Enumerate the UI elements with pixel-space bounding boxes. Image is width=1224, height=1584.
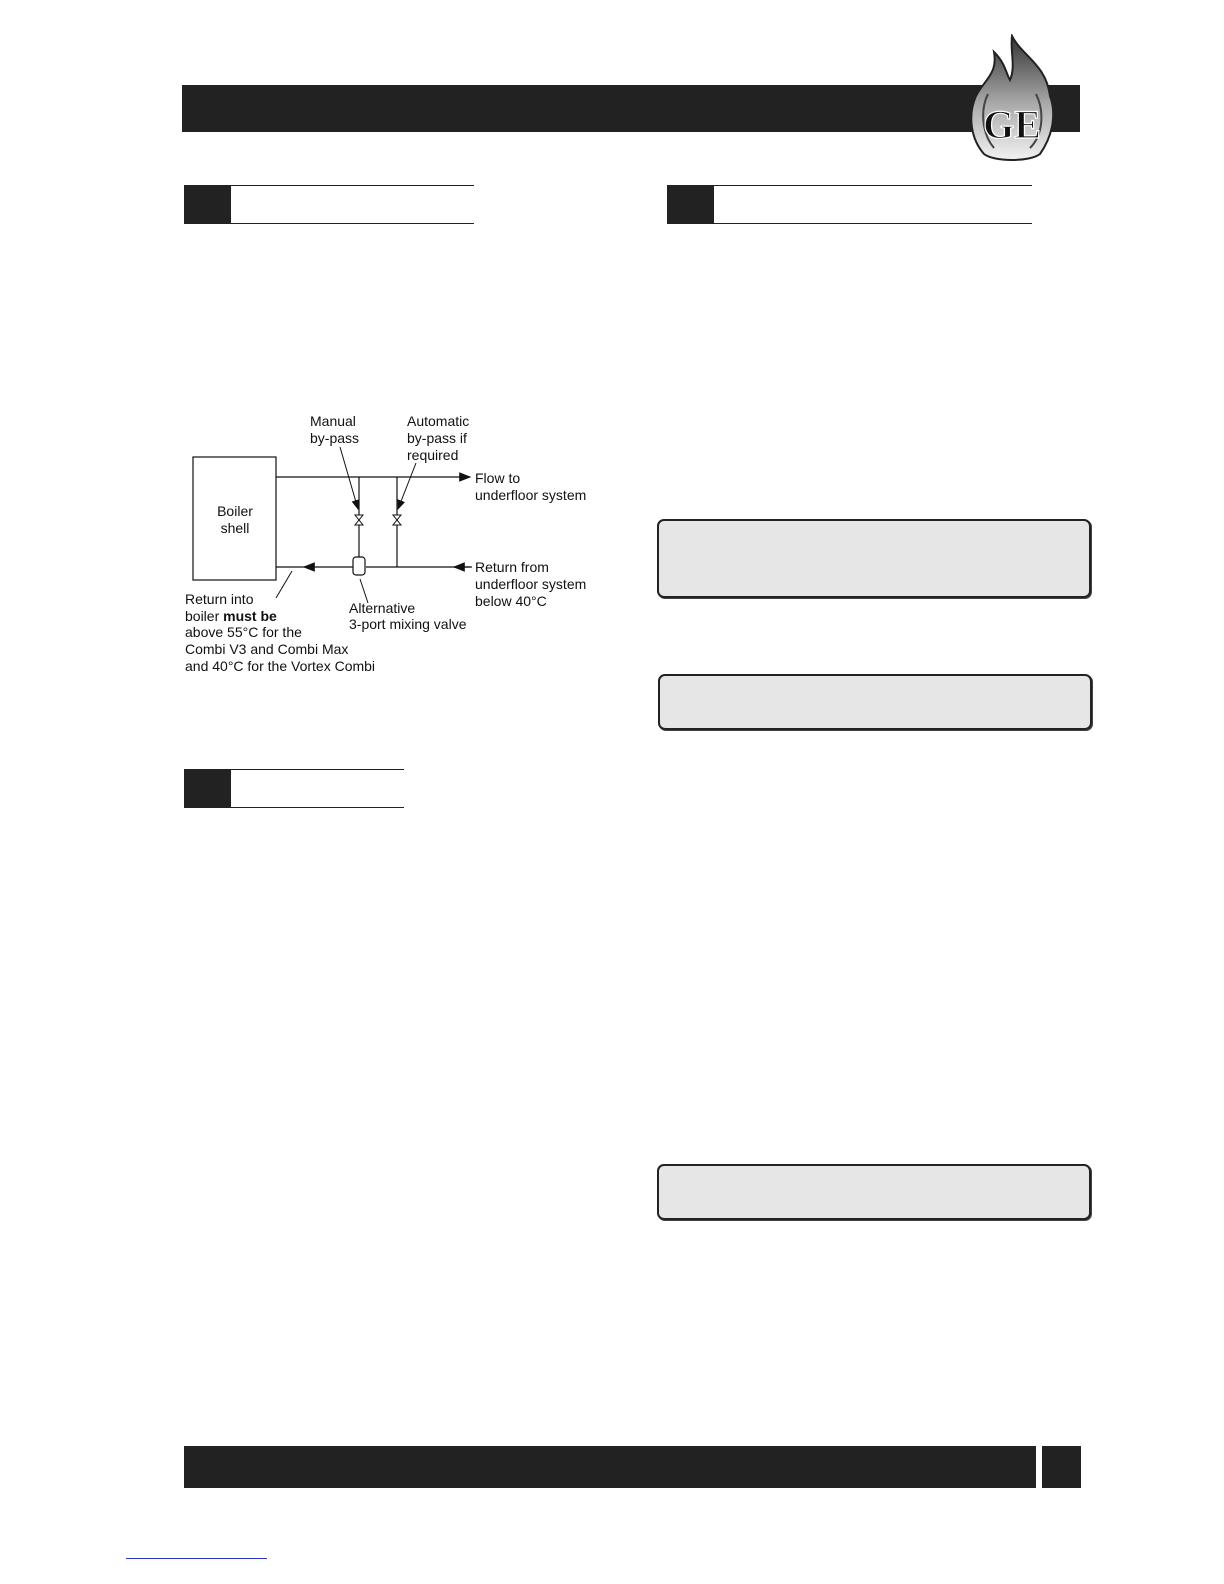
section-number-block — [667, 186, 714, 223]
note-box-1 — [657, 519, 1091, 598]
section-heading-right-top — [667, 185, 1032, 224]
auto-bypass-label-2: by-pass if — [407, 430, 467, 446]
boiler-label-line1: Boiler — [217, 503, 253, 519]
auto-bypass-label-1: Automatic — [407, 413, 470, 429]
return-into-line5: and 40°C for the Vortex Combi — [185, 658, 376, 674]
boiler-label-line2: shell — [220, 520, 250, 536]
manual-bypass-valve — [355, 515, 363, 525]
flame-logo-icon — [964, 34, 1060, 164]
flow-label-2: underfloor system — [475, 487, 587, 503]
note-box-3 — [657, 1164, 1091, 1220]
return-into-line4: Combi V3 and Combi Max — [185, 641, 349, 657]
flow-label-1: Flow to — [475, 470, 521, 486]
manual-bypass-label-1: Manual — [310, 413, 356, 429]
mixing-valve-label-2: 3-port mixing valve — [349, 616, 467, 632]
logo-letters: GE — [983, 102, 1041, 147]
section-number-block — [184, 186, 231, 223]
auto-bypass-valve — [393, 515, 401, 525]
underfloor-bypass-diagram — [180, 405, 610, 685]
return-into-line3: above 55°C for the — [185, 624, 302, 640]
return-from-label-1: Return from — [475, 559, 549, 575]
header-bar — [182, 85, 1080, 132]
note-box-2 — [658, 674, 1092, 730]
section-number-block — [184, 770, 231, 807]
section-heading-left-top — [184, 185, 474, 224]
mixing-valve-label-1: Alternative — [349, 600, 416, 616]
section-heading-left-bottom — [184, 769, 404, 808]
footer-bar — [184, 1446, 1036, 1488]
return-from-label-3: below 40°C — [475, 593, 547, 609]
page-number-block — [1042, 1446, 1081, 1488]
return-into-line1: Return into — [185, 591, 254, 607]
mixing-valve — [353, 557, 365, 575]
return-from-label-2: underfloor system — [475, 576, 587, 592]
return-into-line2: boiler must be — [185, 608, 277, 624]
manual-bypass-label-2: by-pass — [310, 430, 360, 446]
hyperlink-underline[interactable] — [126, 1558, 267, 1559]
auto-bypass-label-3: required — [407, 447, 459, 463]
